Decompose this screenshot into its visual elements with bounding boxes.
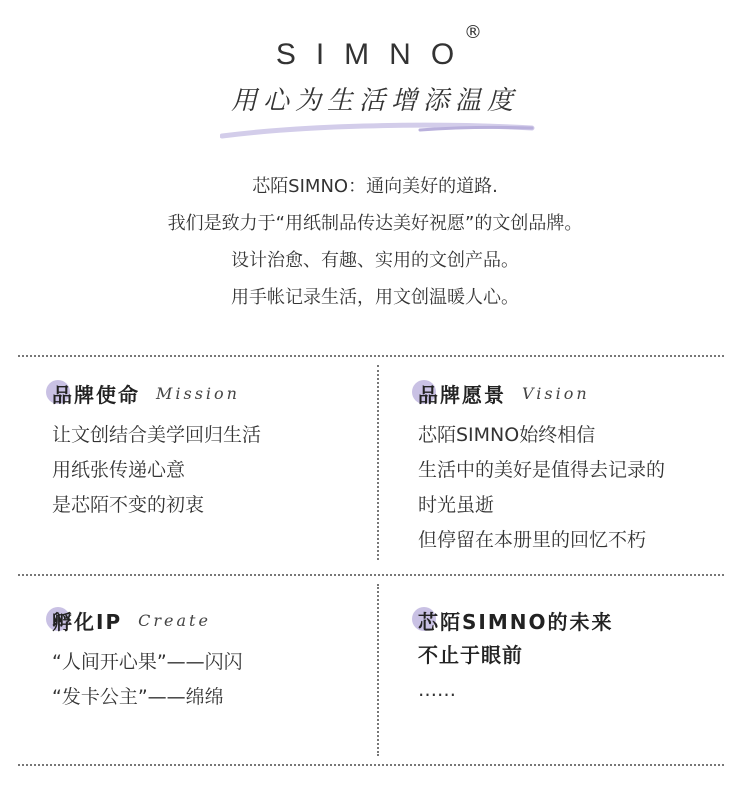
brand-logo: SIMNO xyxy=(275,38,475,71)
mission-section xyxy=(52,376,261,523)
mission-line: 是芯陌不变的初衷 xyxy=(52,494,205,516)
create-line: “人间开心果”——闪闪 xyxy=(52,651,243,673)
future-ellipsis: …… xyxy=(418,679,456,701)
vision-line: 但停留在本册里的回忆不朽 xyxy=(418,529,647,551)
mission-line: 让文创结合美学回归生活 xyxy=(52,424,262,446)
mission-subtitle: Mission xyxy=(156,383,240,403)
vision-title: 品牌愿景 xyxy=(418,382,506,407)
vision-line: 生活中的美好是值得去记录的 xyxy=(418,459,666,481)
future-heading xyxy=(418,603,614,637)
future-line: 不止于眼前 xyxy=(418,643,523,667)
mission-line: 用纸张传递心意 xyxy=(52,459,186,481)
divider xyxy=(18,355,724,357)
intro-line: 我们是致力于“用纸制品传达美好祝愿”的文创品牌。 xyxy=(167,213,583,234)
vision-section xyxy=(418,376,665,558)
brush-stroke-decoration xyxy=(220,118,535,142)
vision-line: 时光虽逝 xyxy=(418,494,495,516)
future-section xyxy=(418,603,614,708)
future-title: 芯陌SIMNO的未来 xyxy=(418,609,614,634)
divider xyxy=(18,574,724,576)
vision-line: 芯陌SIMNO始终相信 xyxy=(418,424,596,446)
mission-title: 品牌使命 xyxy=(52,382,140,407)
create-title: 孵化IP xyxy=(52,609,123,634)
create-subtitle: Create xyxy=(138,610,211,630)
registered-mark: ® xyxy=(464,22,482,43)
vision-subtitle: Vision xyxy=(522,383,590,403)
intro-line: 设计治愈、有趣、实用的文创产品。 xyxy=(231,250,519,271)
divider-vertical xyxy=(377,584,379,756)
intro-line: 用手帐记录生活，用文创温暖人心。 xyxy=(231,287,519,308)
create-section xyxy=(52,603,243,715)
create-heading xyxy=(52,603,243,637)
brand-slogan: 用心为生活增添温度 xyxy=(230,86,519,116)
create-line: “发卡公主”——绵绵 xyxy=(52,686,224,708)
mission-heading xyxy=(52,376,261,410)
divider xyxy=(18,764,724,766)
brand-intro xyxy=(0,168,750,316)
vision-heading xyxy=(418,376,665,410)
divider-vertical xyxy=(377,365,379,560)
intro-line: 芯陌SIMNO：通向美好的道路. xyxy=(252,176,498,197)
